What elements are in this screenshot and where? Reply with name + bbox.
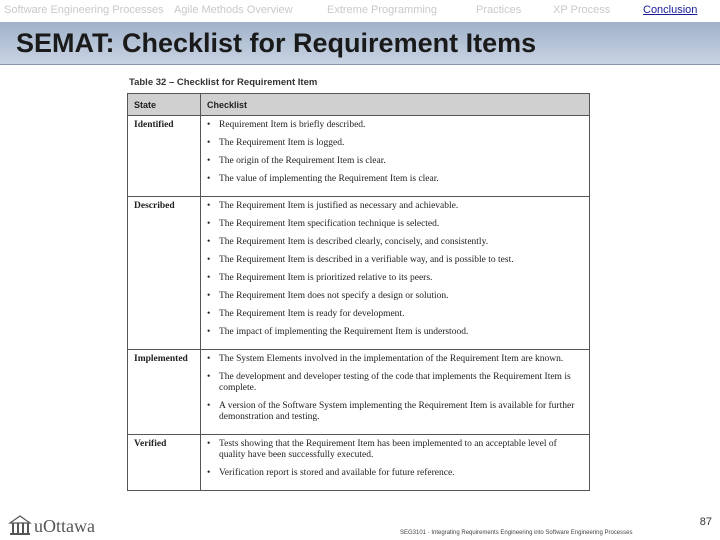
checklist-item: • The Requirement Item is described clearly, concisely, and consistently. — [207, 237, 583, 248]
nav-conclusion[interactable]: Conclusion — [643, 4, 698, 16]
nav-agile-methods-overview[interactable]: Agile Methods Overview — [174, 4, 293, 16]
checklist-item: • The development and developer testing of the code that implements the Requirement Item is complete. — [207, 372, 583, 394]
checklist-cell — [201, 350, 590, 435]
top-navigation — [0, 0, 720, 22]
checklist-item: • The Requirement Item is prioritized relative to its peers. — [207, 273, 583, 284]
state-cell: Described — [128, 197, 201, 350]
checklist-item: • The Requirement Item is ready for development. — [207, 309, 583, 320]
header-checklist: Checklist — [201, 94, 590, 116]
nav-software-engineering-processes[interactable]: Software Engineering Processes — [4, 4, 164, 16]
checklist-item: • Verification report is stored and available for future reference. — [207, 468, 583, 479]
footer-course-text: SEG3101 · Integrating Requirements Engineering into Software Engineering Processes — [400, 530, 633, 536]
checklist-cell — [201, 197, 590, 350]
checklist-table — [127, 93, 590, 491]
checklist — [207, 439, 583, 479]
table-row — [128, 435, 590, 491]
checklist-item: • The origin of the Requirement Item is clear. — [207, 156, 583, 167]
nav-extreme-programming[interactable]: Extreme Programming — [327, 4, 438, 16]
checklist — [207, 120, 583, 185]
nav-xp-process[interactable]: XP Process — [553, 4, 611, 16]
checklist-item: • The impact of implementing the Requirement Item is understood. — [207, 327, 583, 338]
state-cell: Implemented — [128, 350, 201, 435]
table-caption: Table 32 – Checklist for Requirement Item — [129, 77, 318, 88]
checklist-item: • The Requirement Item is logged. — [207, 138, 583, 149]
university-logo-text: uOttawa — [34, 516, 95, 536]
checklist-item: • The value of implementing the Requirement Item is clear. — [207, 174, 583, 185]
checklist-item: • The Requirement Item is described in a verifiable way, and is possible to test. — [207, 255, 583, 266]
checklist-figure — [121, 71, 601, 511]
header-state: State — [128, 94, 201, 116]
checklist-item: • Tests showing that the Requirement Item has been implemented to an acceptable level of quality have been successfully executed. — [207, 439, 583, 461]
title-bar — [0, 22, 720, 65]
nav-practices[interactable]: Practices — [476, 4, 522, 16]
table-row — [128, 197, 590, 350]
checklist — [207, 201, 583, 338]
page-number: 87 — [699, 516, 712, 528]
state-cell: Verified — [128, 435, 201, 491]
state-cell: Identified — [128, 116, 201, 197]
checklist-item: • The System Elements involved in the implementation of the Requirement Item are known. — [207, 354, 583, 365]
university-crest-icon — [8, 514, 32, 536]
checklist-item: • A version of the Software System implementing the Requirement Item is available for further demonstration and testing. — [207, 401, 583, 423]
checklist-item: • Requirement Item is briefly described. — [207, 120, 583, 131]
checklist — [207, 354, 583, 423]
checklist-item: • The Requirement Item specification technique is selected. — [207, 219, 583, 230]
table-row — [128, 116, 590, 197]
table-row — [128, 350, 590, 435]
checklist-cell — [201, 435, 590, 491]
table-header-row — [128, 94, 590, 116]
checklist-item: • The Requirement Item does not specify a design or solution. — [207, 291, 583, 302]
checklist-cell — [201, 116, 590, 197]
slide-title: SEMAT: Checklist for Requirement Items — [16, 28, 537, 58]
checklist-item: • The Requirement Item is justified as necessary and achievable. — [207, 201, 583, 212]
